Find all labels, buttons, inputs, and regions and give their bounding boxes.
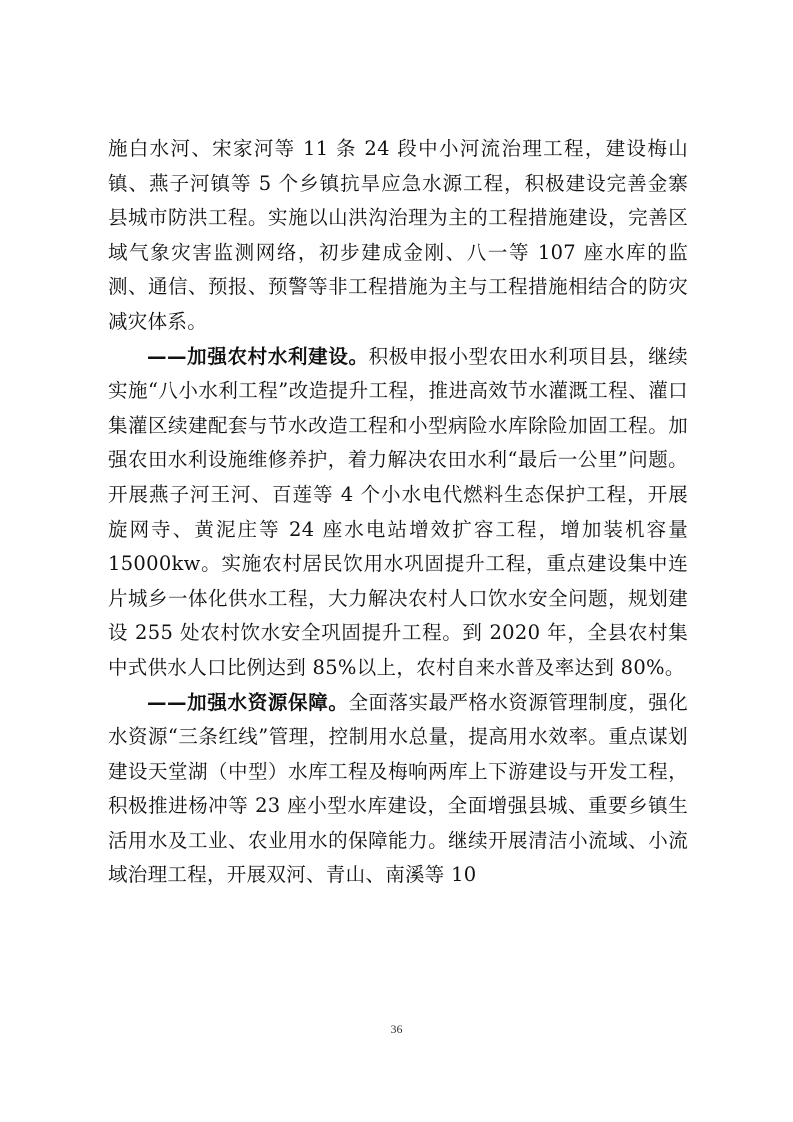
document-body xyxy=(108,132,688,893)
paragraph-text: 施白水河、宋家河等 11 条 24 段中小河流治理工程，建设梅山镇、燕子河镇等 5 个乡镇抗旱应急水源工程，积极建设完善金寨县城市防洪工程。实施以山洪沟治理为主的工程措施建设，完善区域气象灾害监测网络，初步建成金刚、八一等 107 座水库的监测、通信、预报、预警等非工程措施为主与工程措施相结合的防灾减灾体系。 xyxy=(108,137,688,333)
section-heading: ——加强农村水利建设。 xyxy=(147,344,369,368)
paragraph-water-resources xyxy=(108,686,688,894)
page-number: 36 xyxy=(390,1022,403,1036)
paragraph-flood-control xyxy=(108,132,688,340)
paragraph-text: 积极申报小型农田水利项目县，继续实施“八小水利工程”改造提升工程，推进高效节水灌溉工程、灌口集灌区续建配套与节水改造工程和小型病险水库除险加固工程。加强农田水利设施维修养护，着力解决农田水利“最后一公里”问题。开展燕子河王河、百莲等 4 个小水电代燃料生态保护工程，开展旋网寺、黄泥庄等 24 座水电站增效扩容工程，增加装机容量 15000kw。实施农村居民饮用水巩固提升工程，重点建设集中连片城乡一体化供水工程，大力解决农村人口饮水安全问题，规划建设 255 处农村饮水安全巩固提升工程。到 2020 年，全县农村集中式供水人口比例达到 85%以上，农村自来水普及率达到 80%。 xyxy=(108,344,688,679)
paragraph-rural-water xyxy=(108,340,688,686)
section-heading: ——加强水资源保障。 xyxy=(147,690,349,714)
paragraph-text: 全面落实最严格水资源管理制度，强化水资源“三条红线”管理，控制用水总量，提高用水效率。重点谋划建设天堂湖（中型）水库工程及梅响两库上下游建设与开发工程，积极推进杨冲等 23 座小型水库建设，全面增强县城、重要乡镇生活用水及工业、农业用水的保障能力。继续开展清洁小流域、小流域治理工程，开展双河、青山、南溪等 10 xyxy=(108,690,688,887)
